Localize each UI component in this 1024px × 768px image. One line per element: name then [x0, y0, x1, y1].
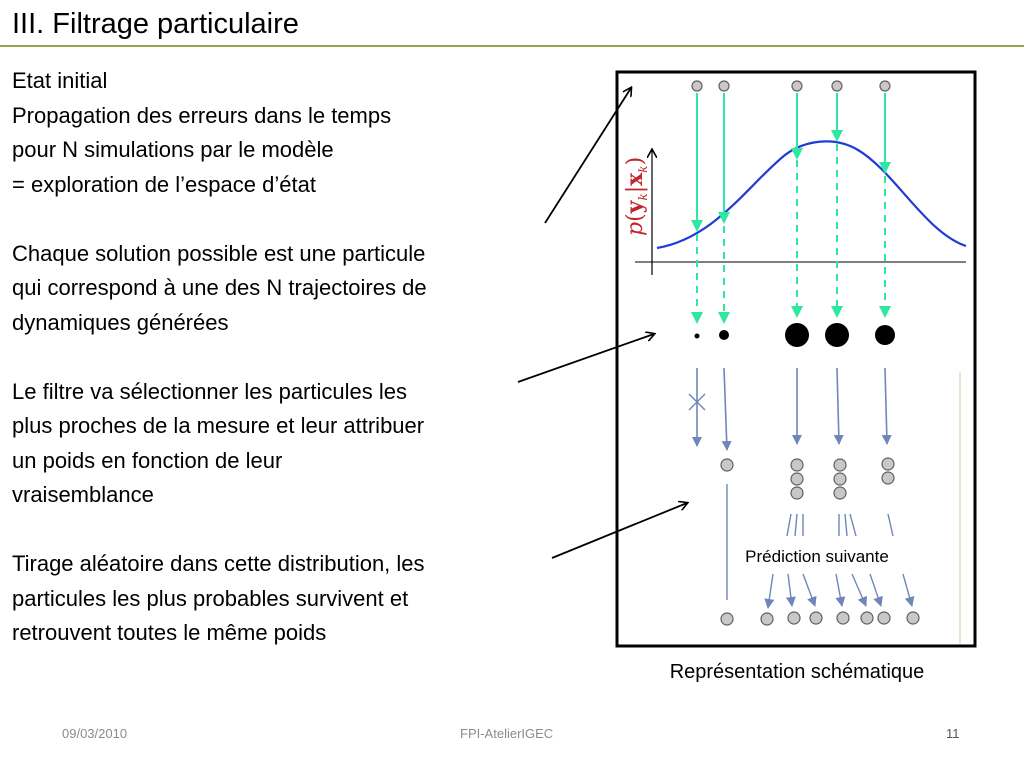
weighted-particle — [695, 334, 700, 339]
particle — [882, 472, 894, 484]
particle — [791, 473, 803, 485]
particle — [791, 487, 803, 499]
footer-date: 09/03/2010 — [62, 726, 128, 741]
text-line: qui correspond à une des N trajectoires de — [12, 275, 427, 300]
particle — [834, 487, 846, 499]
slide-title: III. Filtrage particulaire — [12, 8, 299, 40]
particle — [880, 81, 890, 91]
particle — [834, 473, 846, 485]
particle — [882, 458, 894, 470]
particle — [832, 81, 842, 91]
particle — [861, 612, 873, 624]
weighted-particle — [785, 323, 809, 347]
weighted-particle — [825, 323, 849, 347]
particle — [721, 613, 733, 625]
weighted-particle — [875, 325, 895, 345]
text-line: = exploration de l’espace d’état — [12, 171, 316, 197]
text-line: Etat initial — [12, 68, 108, 93]
text-line: pour N simulations par le modèle — [12, 137, 334, 162]
likelihood-label: p(𝐲$_k$|𝐱$_k$) — [622, 156, 650, 236]
particle — [761, 613, 773, 625]
particle — [810, 612, 822, 624]
text-line: dynamiques générées — [12, 309, 229, 335]
page-number: 11 — [946, 726, 960, 741]
prediction-label: Prédiction suivante — [745, 547, 889, 566]
text-line: Chaque solution possible est une particule — [12, 240, 426, 266]
text-line: Tirage aléatoire dans cette distribution, les — [12, 551, 425, 576]
diagram-caption: Représentation schématique — [669, 661, 925, 683]
text-line: particules les plus probables survivent et — [12, 585, 409, 611]
particle — [792, 81, 802, 91]
particle — [788, 612, 800, 624]
text-line: Le filtre va sélectionner les particules les — [12, 378, 407, 404]
weighted-particle — [719, 330, 729, 340]
particle — [692, 81, 702, 91]
particle — [878, 612, 890, 624]
text-line: vraisemblance — [12, 482, 154, 507]
text-line: Propagation des erreurs dans le temps — [12, 102, 392, 128]
particle — [721, 459, 733, 471]
text-line: retrouvent toutes le même poids — [12, 620, 327, 645]
text-line: plus proches de la mesure et leur attribuer — [12, 413, 425, 438]
particle — [834, 459, 846, 471]
footer-title: FPI-AtelierIGEC — [460, 726, 554, 741]
particle — [907, 612, 919, 624]
particle — [791, 459, 803, 471]
particle — [837, 612, 849, 624]
text-line: un poids en fonction de leur — [12, 447, 283, 473]
particle — [719, 81, 729, 91]
